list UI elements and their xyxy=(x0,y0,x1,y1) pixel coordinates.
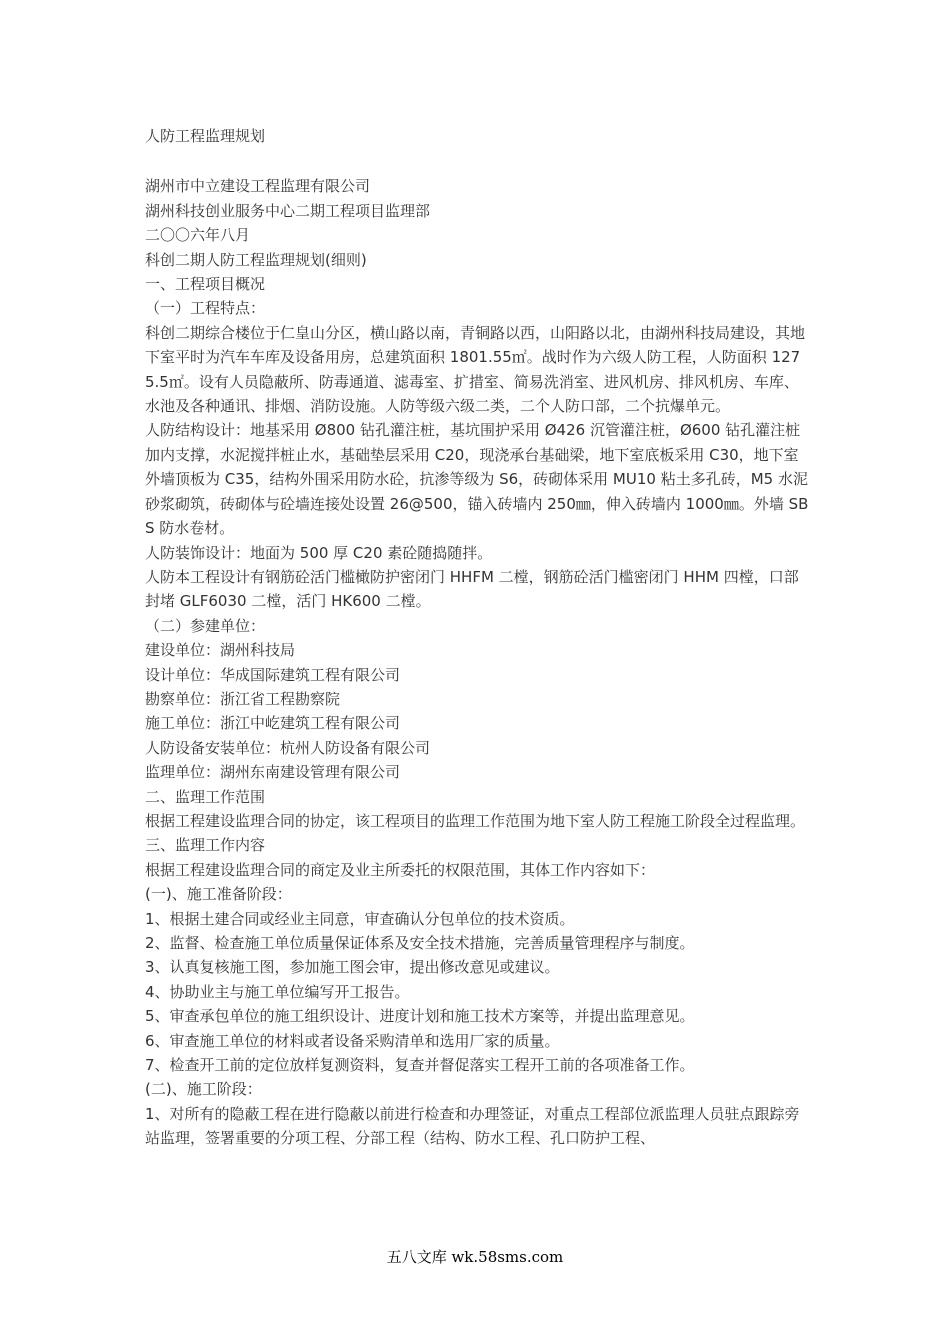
paragraph: 人防结构设计：地基采用 Ø800 钻孔灌注桩，基坑围护采用 Ø426 沉管灌注桩，Ø600 钻孔灌注桩加内支撑，水泥搅拌桩止水，基础垫层采用 C20，现浇承台基础梁，地下室底板采用 C30，地下室外墙顶板为 C35，结构外围采用防水砼，抗渗等级为 S6，砖砌体采用 MU10 粘土多孔砖，M5 水泥砂浆砌筑，砖砌体与砼墙连接处设置 26@500，锚入砖墙内 250㎜，伸入砖墙内 1000㎜。外墙 SBS 防水卷材。 xyxy=(145,421,809,538)
list-item: 3、认真复核施工图，参加施工图会审，提出修改意见或建议。 xyxy=(145,958,560,977)
paragraph: 人防本工程设计有钢筋砼活门槛橄防护密闭门 HHFM 二樘，钢筋砼活门槛密闭门 HHM 四樘，口部封堵 GLF6030 二樘，活门 HK600 二樘。 xyxy=(145,567,799,611)
list-item: 4、协助业主与施工单位编写开工报告。 xyxy=(145,982,410,1001)
section-heading: 三、监理工作内容 xyxy=(145,836,266,855)
footer-watermark: 五八文库 wk.58sms.com xyxy=(386,1248,564,1266)
section-heading: 二、监理工作范围 xyxy=(145,787,266,806)
list-item: 6、审查施工单位的材料或者设备采购清单和选用厂家的质量。 xyxy=(145,1031,560,1050)
subsection-heading: （二）参建单位： xyxy=(145,616,266,635)
paragraph: 科创二期人防工程监理规划(细则) xyxy=(145,250,367,269)
paragraph: 监理单位：湖州东南建设管理有限公司 xyxy=(145,763,401,782)
list-item: 2、监督、检查施工单位质量保证体系及安全技术措施，完善质量管理程序与制度。 xyxy=(145,934,695,952)
subsection-heading: (一)、施工准备阶段： xyxy=(145,885,292,904)
list-item: 1、根据土建合同或经业主同意，审查确认分包单位的技术资质。 xyxy=(145,909,575,928)
section-heading: 一、工程项目概况 xyxy=(145,275,266,294)
paragraph: 人防设备安装单位：杭州人防设备有限公司 xyxy=(145,738,431,757)
paragraph: 二〇〇六年八月 xyxy=(145,226,251,245)
subsection-heading: (二)、施工阶段： xyxy=(145,1080,262,1099)
paragraph: 建设单位：湖州科技局 xyxy=(145,641,296,660)
document-title: 人防工程监理规划 xyxy=(145,127,266,145)
paragraph: 湖州市中立建设工程监理有限公司 xyxy=(145,177,371,196)
list-item: 5、审查承包单位的施工组织设计、进度计划和施工技术方案等，并提出监理意见。 xyxy=(145,1007,695,1026)
subsection-heading: （一）工程特点： xyxy=(145,299,266,318)
list-item: 1、对所有的隐蔽工程在进行隐蔽以前进行检查和办理签证，对重点工程部位派监理人员驻点跟踪旁站监理，签署重要的分项工程、分部工程（结构、防水工程、孔口防护工程、 xyxy=(145,1104,800,1148)
paragraph: 科创二期综合楼位于仁皇山分区，横山路以南，青铜路以西，山阳路以北，由湖州科技局建设，其地下室平时为汽车车库及设备用房，总建筑面积 1801.55㎡。战时作为六级人防工程，人防面积 1275.5㎡。设有人员隐蔽所、防毒通道、滤毒室、扩措室、简易洗消室、进风机房、排风机房、车库、水池及各种通讯、排烟、消防设施。人防等级六级二类，二个人防口部，二个抗爆单元。 xyxy=(145,323,806,416)
document-body xyxy=(145,124,810,1151)
paragraph: 设计单位：华成国际建筑工程有限公司 xyxy=(145,665,401,684)
paragraph: 人防装饰设计：地面为 500 厚 C20 素砼随捣随拌。 xyxy=(145,543,493,562)
paragraph: 勘察单位：浙江省工程勘察院 xyxy=(145,689,341,708)
paragraph: 湖州科技创业服务中心二期工程项目监理部 xyxy=(145,201,431,220)
paragraph: 根据工程建设监理合同的协定，该工程项目的监理工作范围为地下室人防工程施工阶段全过程监理。 xyxy=(145,811,806,830)
paragraph: 根据工程建设监理合同的商定及业主所委托的权限范围，其体工作内容如下： xyxy=(145,860,656,879)
paragraph: 施工单位：浙江中屹建筑工程有限公司 xyxy=(145,714,401,733)
list-item: 7、检查开工前的定位放样复测资料，复查并督促落实工程开工前的各项准备工作。 xyxy=(145,1056,695,1075)
